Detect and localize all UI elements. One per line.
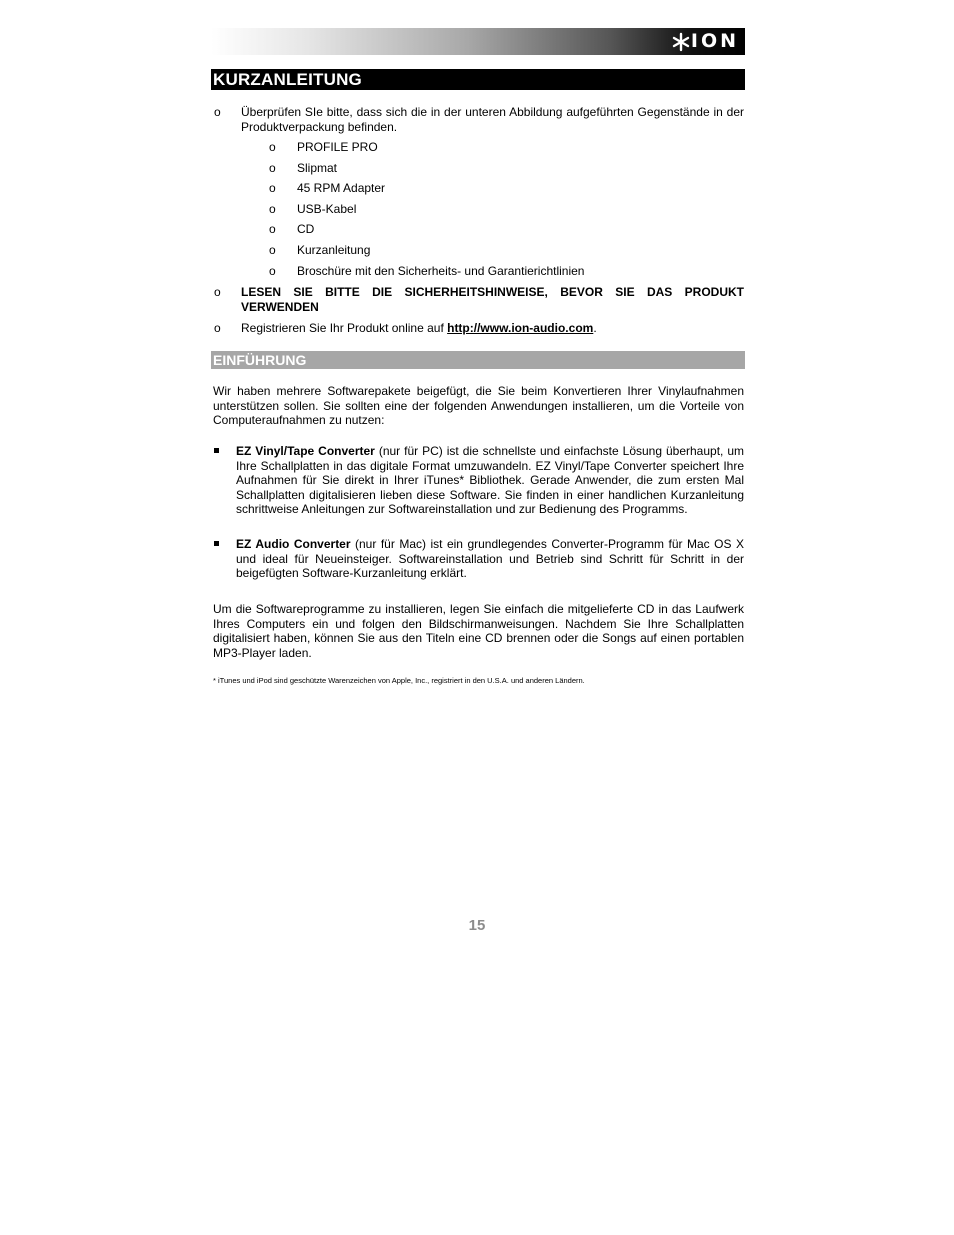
bullet-o: o — [269, 222, 276, 236]
brand-name: ION — [690, 30, 739, 52]
bullet-o: o — [269, 243, 276, 257]
product2-paragraph — [236, 537, 744, 581]
bullet-o: o — [269, 161, 276, 175]
register-line — [241, 321, 597, 336]
einfuehrung-intro: Wir haben mehrere Softwarepakete beigefügt, die Sie beim Konvertieren Ihrer Vinylaufnahmen unterstützen sollen. Sie sollten eine der folgenden Anwendungen installieren, um die Vorteile von Computeraufnahmen zu nutzen: — [213, 384, 744, 427]
product1-paragraph — [236, 444, 744, 517]
product2-name: EZ Audio Converter — [236, 537, 351, 551]
list-item: 45 RPM Adapter — [297, 181, 386, 195]
bullet-o: o — [214, 285, 221, 299]
list-item: Kurzanleitung — [297, 243, 371, 257]
bullet-o: o — [214, 321, 221, 335]
section-title-kurzanleitung: KURZANLEITUNG — [211, 69, 745, 90]
install-paragraph: Um die Softwareprogramme zu installieren, legen Sie einfach die mitgelieferte CD in das Laufwerk Ihres Computers ein und folgen den Bildschirmanweisungen. Nachdem Sie Ihre Schallplatten digitalisiert haben, können Sie aus den Titeln eine CD brennen oder die Songs auf einen portablen MP3-Player laden. — [213, 602, 744, 660]
register-suffix: . — [593, 321, 597, 335]
list-item: Broschüre mit den Sicherheits- und Garantierichtlinien — [297, 264, 585, 278]
product2-text: (nur für Mac) ist ein grundlegendes Converter-Programm für Mac OS X und ideal für Neueinsteiger. Softwareinstallation und Betrieb sind Schritt für Schritt in der beigefügten Software-Kurzanleitung erklärt. — [236, 537, 744, 580]
list-item: Slipmat — [297, 161, 338, 175]
list-item: CD — [297, 222, 315, 236]
trademark-footnote: * iTunes und iPod sind geschützte Warenzeichen von Apple, Inc., registriert in den U.S.A. und anderen Ländern. — [213, 676, 585, 685]
square-bullet — [214, 541, 219, 546]
bullet-o: o — [214, 105, 221, 119]
section-title-einfuehrung: EINFÜHRUNG — [211, 351, 745, 369]
star-icon — [671, 32, 691, 52]
header-gradient-bar — [211, 28, 745, 55]
list-item: PROFILE PRO — [297, 140, 378, 154]
bullet-o: o — [269, 181, 276, 195]
safety-warning: LESEN SIE BITTE DIE SICHERHEITSHINWEISE, BEVOR SIE DAS PRODUKT VERWENDEN — [241, 285, 744, 314]
product1-name: EZ Vinyl/Tape Converter — [236, 444, 375, 458]
square-bullet — [214, 448, 219, 453]
product1-text: (nur für PC) ist die schnellste und einfachste Lösung überhaupt, um Ihre Schallplatten in das digitale Format umzuwandeln. EZ Vinyl/Tape Converter speichert Ihre Aufnahmen für Sie direkt in Ihrer iTunes* Bibliothek. Gerade Anwender, die zum ersten Mal Schallplatten digitalisieren lieben diese Software. Sie finden in einer handlichen Kurzanleitung schrittweise Anleitungen zur Softwareinstallation und zur Bedienung des Programms. — [236, 444, 744, 516]
page-number: 15 — [468, 917, 486, 934]
bullet-o: o — [269, 264, 276, 278]
ion-audio-link[interactable]: http://www.ion-audio.com — [447, 321, 594, 335]
ion-logo — [671, 31, 739, 52]
bullet-o: o — [269, 202, 276, 216]
register-prefix: Registrieren Sie Ihr Produkt online auf — [241, 321, 448, 335]
intro-text: Überprüfen SIe bitte, dass sich die in der unteren Abbildung aufgeführten Gegenstände in der Produktverpackung befinden. — [241, 105, 744, 134]
list-item: USB-Kabel — [297, 202, 357, 216]
bullet-o: o — [269, 140, 276, 154]
